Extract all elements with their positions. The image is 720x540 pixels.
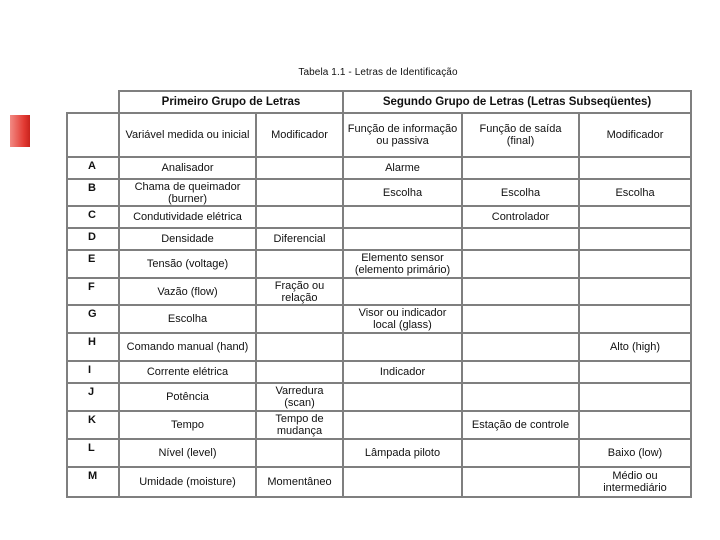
- measured-variable-cell: Potência: [119, 383, 256, 411]
- letter-cell: F: [67, 278, 119, 305]
- modifier-cell: Diferencial: [256, 228, 343, 250]
- output-function-cell: [462, 305, 579, 333]
- table-caption: Tabela 1.1 - Letras de Identificação: [298, 67, 458, 78]
- table-row: [67, 228, 691, 250]
- corner-blank-cell: [67, 91, 119, 113]
- group-header-row: [67, 91, 691, 113]
- column-header-measured-variable: Variável medida ou inicial: [119, 113, 256, 157]
- measured-variable-cell: Analisador: [119, 157, 256, 179]
- passive-function-cell: Lâmpada piloto: [343, 439, 462, 467]
- output-modifier-cell: [579, 411, 691, 439]
- passive-function-cell: [343, 467, 462, 497]
- output-function-cell: [462, 157, 579, 179]
- table-row: [67, 179, 691, 206]
- passive-function-cell: [343, 411, 462, 439]
- table-row: [67, 411, 691, 439]
- modifier-cell: [256, 333, 343, 361]
- modifier-cell: [256, 206, 343, 228]
- measured-variable-cell: Corrente elétrica: [119, 361, 256, 383]
- modifier-cell: Fração ou relação: [256, 278, 343, 305]
- output-function-cell: [462, 467, 579, 497]
- modifier-cell: Tempo de mudança: [256, 411, 343, 439]
- output-function-cell: [462, 361, 579, 383]
- measured-variable-cell: Densidade: [119, 228, 256, 250]
- table-row: [67, 305, 691, 333]
- table-row: [67, 383, 691, 411]
- red-accent-bar: [10, 115, 30, 147]
- letter-cell: A: [67, 157, 119, 179]
- output-function-cell: [462, 278, 579, 305]
- column-header-row: [67, 113, 691, 157]
- modifier-cell: [256, 361, 343, 383]
- table-row: [67, 361, 691, 383]
- table-row: [67, 467, 691, 497]
- column-header-passive-function: Função de informação ou passiva: [343, 113, 462, 157]
- table-row: [67, 250, 691, 278]
- modifier-cell: [256, 179, 343, 206]
- table-row: [67, 157, 691, 179]
- measured-variable-cell: Nível (level): [119, 439, 256, 467]
- passive-function-cell: [343, 383, 462, 411]
- letter-cell: M: [67, 467, 119, 497]
- output-modifier-cell: [579, 250, 691, 278]
- measured-variable-cell: Chama de queimador (burner): [119, 179, 256, 206]
- output-function-cell: [462, 439, 579, 467]
- identification-letters-table: [66, 90, 692, 498]
- passive-function-cell: [343, 228, 462, 250]
- output-modifier-cell: [579, 383, 691, 411]
- table-row: [67, 206, 691, 228]
- modifier-cell: [256, 250, 343, 278]
- output-modifier-cell: [579, 361, 691, 383]
- passive-function-cell: Indicador: [343, 361, 462, 383]
- modifier-cell: Momentâneo: [256, 467, 343, 497]
- output-modifier-cell: Médio ou intermediário: [579, 467, 691, 497]
- output-function-cell: [462, 383, 579, 411]
- output-modifier-cell: Baixo (low): [579, 439, 691, 467]
- passive-function-cell: Elemento sensor (elemento primário): [343, 250, 462, 278]
- letter-cell: H: [67, 333, 119, 361]
- output-modifier-cell: [579, 278, 691, 305]
- letter-cell: G: [67, 305, 119, 333]
- passive-function-cell: Escolha: [343, 179, 462, 206]
- measured-variable-cell: Tensão (voltage): [119, 250, 256, 278]
- modifier-cell: [256, 157, 343, 179]
- modifier-cell: [256, 305, 343, 333]
- passive-function-cell: Visor ou indicador local (glass): [343, 305, 462, 333]
- output-modifier-cell: [579, 157, 691, 179]
- output-function-cell: [462, 228, 579, 250]
- modifier-cell: [256, 439, 343, 467]
- output-modifier-cell: Alto (high): [579, 333, 691, 361]
- output-modifier-cell: [579, 206, 691, 228]
- measured-variable-cell: Condutividade elétrica: [119, 206, 256, 228]
- passive-function-cell: [343, 333, 462, 361]
- column-header-modifier-1: Modificador: [256, 113, 343, 157]
- first-group-header: Primeiro Grupo de Letras: [119, 91, 343, 113]
- measured-variable-cell: Umidade (moisture): [119, 467, 256, 497]
- measured-variable-cell: Escolha: [119, 305, 256, 333]
- letter-cell: K: [67, 411, 119, 439]
- passive-function-cell: [343, 278, 462, 305]
- passive-function-cell: [343, 206, 462, 228]
- letter-cell: J: [67, 383, 119, 411]
- passive-function-cell: Alarme: [343, 157, 462, 179]
- output-function-cell: Escolha: [462, 179, 579, 206]
- output-modifier-cell: Escolha: [579, 179, 691, 206]
- output-modifier-cell: [579, 228, 691, 250]
- output-function-cell: Controlador: [462, 206, 579, 228]
- output-function-cell: [462, 250, 579, 278]
- column-header-modifier-2: Modificador: [579, 113, 691, 157]
- column-header-output-function: Função de saída (final): [462, 113, 579, 157]
- measured-variable-cell: Comando manual (hand): [119, 333, 256, 361]
- letter-cell: I: [67, 361, 119, 383]
- letter-cell: E: [67, 250, 119, 278]
- letter-column-header: [67, 113, 119, 157]
- output-function-cell: Estação de controle: [462, 411, 579, 439]
- modifier-cell: Varredura (scan): [256, 383, 343, 411]
- letter-cell: B: [67, 179, 119, 206]
- output-function-cell: [462, 333, 579, 361]
- table-row: [67, 439, 691, 467]
- table-row: [67, 278, 691, 305]
- letter-cell: L: [67, 439, 119, 467]
- measured-variable-cell: Vazão (flow): [119, 278, 256, 305]
- second-group-header: Segundo Grupo de Letras (Letras Subseqüentes): [343, 91, 691, 113]
- letter-cell: D: [67, 228, 119, 250]
- letter-cell: C: [67, 206, 119, 228]
- measured-variable-cell: Tempo: [119, 411, 256, 439]
- output-modifier-cell: [579, 305, 691, 333]
- table-row: [67, 333, 691, 361]
